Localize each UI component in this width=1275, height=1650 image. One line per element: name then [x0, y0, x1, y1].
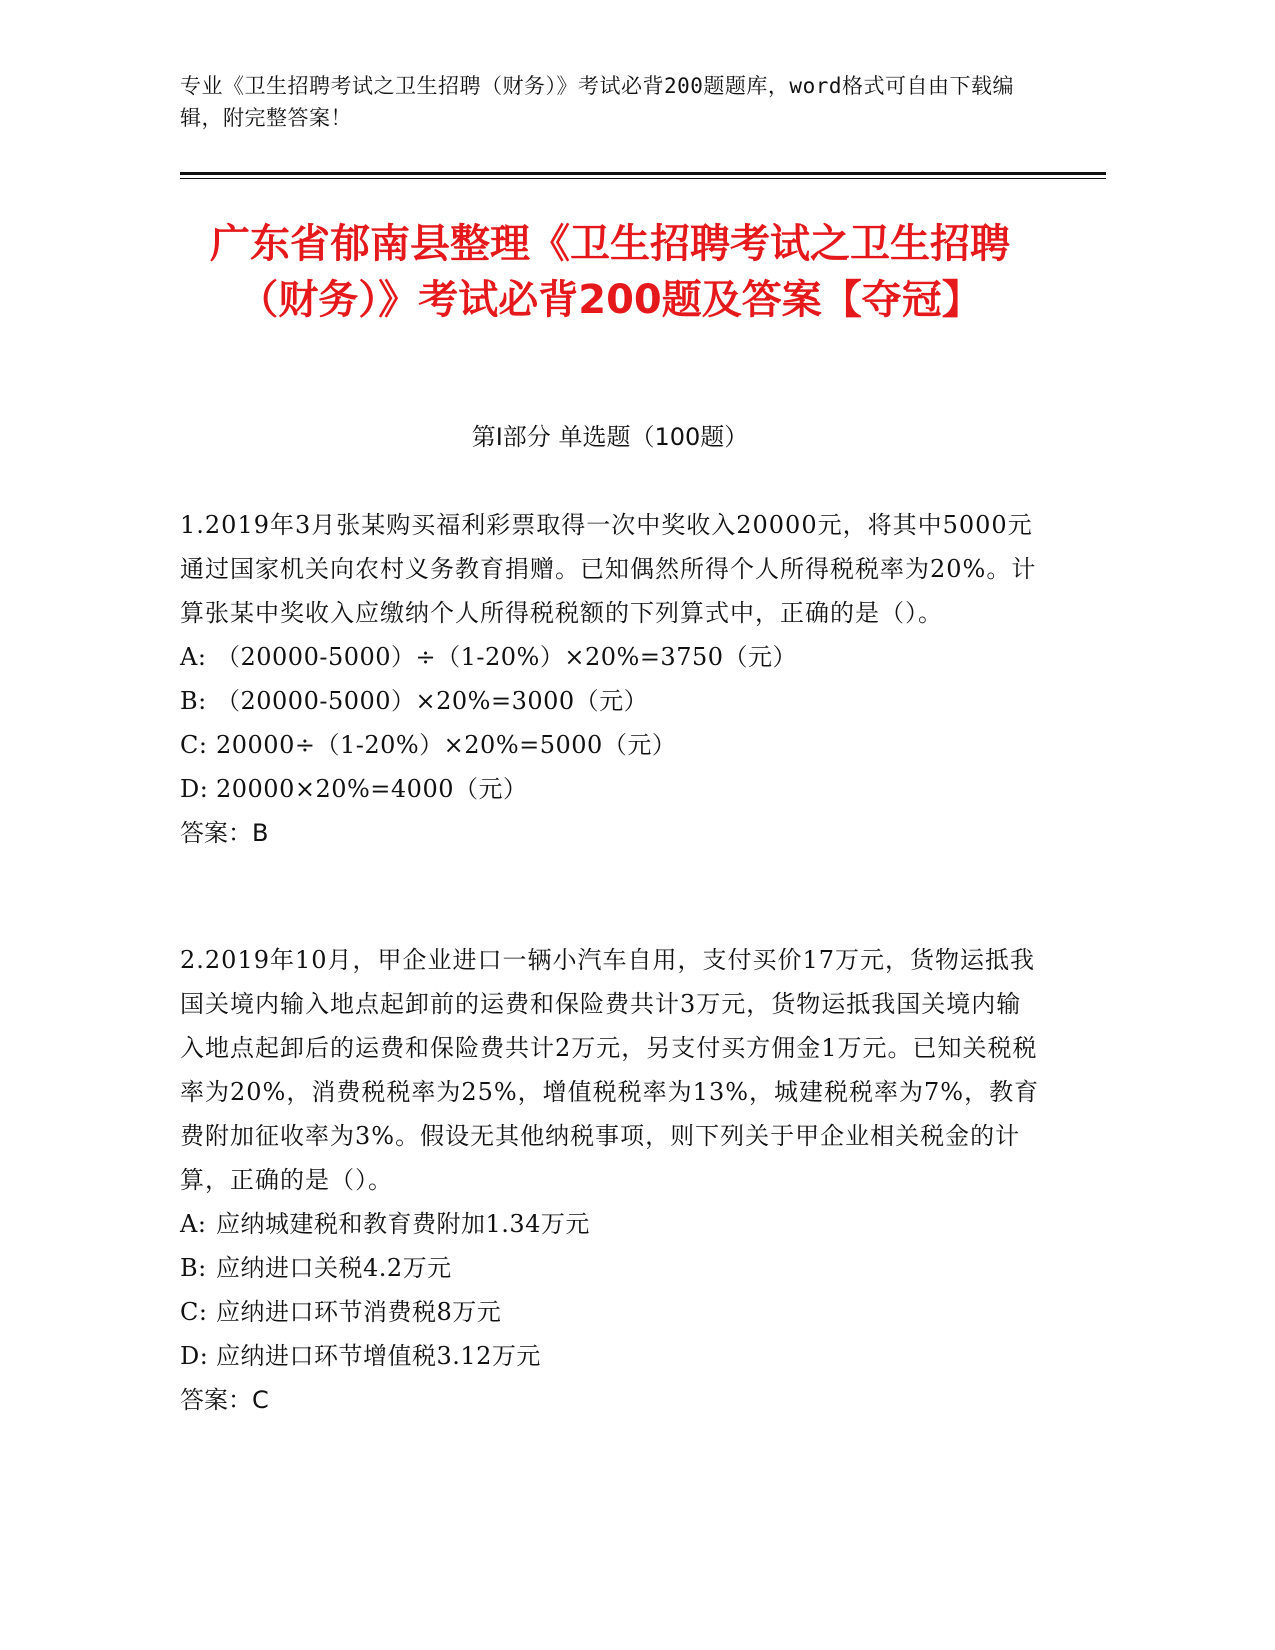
question-stem: 1.2019年3月张某购买福利彩票取得一次中奖收入20000元，将其中5000元通过国家机关向农村义务教育捐赠。已知偶然所得个人所得税税率为20%。计算张某中奖收入应缴纳个人所得税税额的下列算式中，正确的是（）。 [180, 511, 1037, 627]
answer-line: 答案：B [180, 819, 269, 847]
question-1 [180, 503, 1040, 855]
question-2 [180, 938, 1040, 1422]
option-c [180, 723, 1040, 767]
option-text: 20000÷（1-20%）×20%=5000（元） [216, 731, 677, 759]
option-key: D: [180, 775, 209, 803]
option-text: 20000×20%=4000（元） [216, 775, 528, 803]
option-key: B: [180, 1254, 207, 1282]
option-key: A: [180, 643, 207, 671]
option-text: 应纳进口环节增值税3.12万元 [216, 1342, 541, 1370]
question-stem: 2.2019年10月，甲企业进口一辆小汽车自用，支付买价17万元，货物运抵我国关境内输入地点起卸前的运费和保险费共计3万元，货物运抵我国关境内输入地点起卸后的运费和保险费共计2万元，另支付买方佣金1万元。已知关税税率为20%，消费税税率为25%，增值税税率为13%，城建税税率为7%，教育费附加征收率为3%。假设无其他纳税事项，则下列关于甲企业相关税金的计算，正确的是（）。 [180, 946, 1040, 1194]
option-b [180, 679, 1040, 723]
option-key: B: [180, 687, 207, 715]
option-key: A: [180, 1210, 207, 1238]
header-divider [180, 172, 1106, 175]
option-d [180, 767, 1040, 811]
document-title: 广东省郁南县整理《卫生招聘考试之卫生招聘（财务）》考试必背200题及答案【夺冠】 [210, 221, 1010, 323]
option-text: 应纳城建税和教育费附加1.34万元 [216, 1210, 590, 1238]
option-a [180, 635, 1040, 679]
option-d [180, 1334, 1040, 1378]
option-text: 应纳进口环节消费税8万元 [216, 1298, 502, 1326]
option-key: C: [180, 731, 208, 759]
header-divider-thin [180, 178, 1106, 179]
header-note: 专业《卫生招聘考试之卫生招聘（财务）》考试必背200题题库，word格式可自由下载编辑，附完整答案！ [180, 74, 1014, 130]
option-c [180, 1290, 1040, 1334]
option-key: D: [180, 1342, 209, 1370]
option-b [180, 1246, 1040, 1290]
section-heading: 第I部分 单选题（100题） [471, 423, 749, 451]
option-a [180, 1202, 1040, 1246]
option-text: （20000-5000）×20%=3000（元） [216, 687, 649, 715]
option-text: 应纳进口关税4.2万元 [216, 1254, 452, 1282]
option-key: C: [180, 1298, 208, 1326]
answer-line: 答案：C [180, 1386, 269, 1414]
option-text: （20000-5000）÷（1-20%）×20%=3750（元） [216, 643, 798, 671]
